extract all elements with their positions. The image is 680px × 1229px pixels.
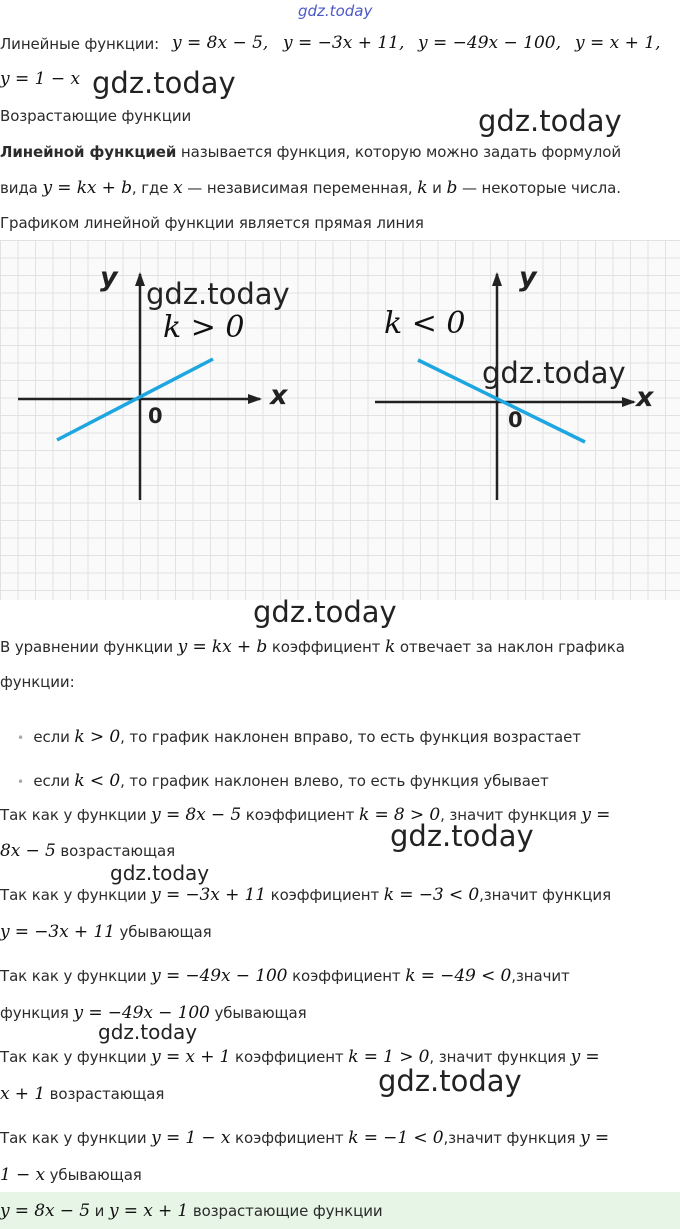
formula-general: y = kx + b (177, 637, 268, 657)
text: коэффициент (235, 1129, 344, 1147)
right-condition: k < 0 (384, 306, 466, 341)
case-5-line-1 (0, 1128, 609, 1148)
coefficient: k = −3 < 0 (383, 885, 480, 905)
bullet-item-1 (17, 727, 581, 747)
formula: x + 1 (0, 1084, 45, 1104)
text: и (432, 179, 442, 197)
formula-general: y = kx + b (42, 178, 132, 198)
watermark: gdz.today (390, 819, 534, 853)
case-2-line-2 (0, 922, 212, 942)
text: коэффициент (270, 886, 380, 904)
formula: y = −3x + 11 (0, 922, 115, 942)
coefficient: k = −49 < 0 (405, 966, 512, 986)
definition-line-1 (0, 143, 621, 161)
left-condition: k > 0 (163, 310, 245, 345)
definition-line-2 (0, 178, 621, 198)
text: коэффициент (235, 1048, 344, 1066)
text: , где (131, 179, 169, 197)
left-y-label: y (100, 262, 118, 293)
formula-2: y = −3x + 11, (283, 33, 405, 53)
watermark: gdz.today (478, 104, 622, 138)
answer-text: возрастающие функции (192, 1202, 383, 1220)
text: и (94, 1202, 105, 1220)
text: Так как у функции (0, 1129, 147, 1147)
text: — некоторые числа. (461, 179, 621, 197)
formula-4: y = x + 1, (575, 33, 661, 53)
answer (0, 1201, 383, 1221)
var-k: k (384, 637, 396, 657)
watermark: gdz.today (98, 1020, 198, 1044)
var-b: b (446, 178, 458, 198)
definition-term: Линейной функцией (0, 143, 177, 161)
formula: y = (581, 805, 611, 825)
text: Так как у функции (0, 886, 147, 904)
text: коэффициент (271, 638, 381, 656)
formula: y = −49x − 100 (73, 1003, 210, 1023)
right-x-label: x (636, 382, 654, 413)
text: если (33, 772, 70, 790)
var-x: x (173, 178, 183, 198)
result: убывающая (214, 1004, 307, 1022)
formula: y = x + 1 (151, 1047, 231, 1067)
watermark: gdz.today (253, 595, 397, 629)
graph-caption: Графиком линейной функции является прямая линия (0, 214, 424, 232)
text: ,значит (511, 967, 570, 985)
text: ,значит функция (479, 886, 611, 904)
formula-5: y = 1 − x (0, 69, 81, 89)
formula: y = x + 1 (108, 1201, 189, 1221)
functions-label: Линейные функции: (0, 35, 160, 53)
text: коэффициент (292, 967, 401, 985)
formula: y = −49x − 100 (151, 966, 288, 986)
coefficient: k = −1 < 0 (348, 1128, 444, 1148)
formula: y = (570, 1047, 600, 1067)
watermark: gdz.today (378, 1064, 522, 1098)
formula-1: y = 8x − 5, (172, 33, 269, 53)
text: , то график наклонен вправо, то есть функция возрастает (120, 728, 581, 746)
result: возрастающая (60, 842, 175, 860)
bullet-item-2 (17, 771, 549, 791)
slope-line-2: функции: (0, 673, 75, 691)
text: Так как у функции (0, 1048, 147, 1066)
result: возрастающая (49, 1085, 165, 1103)
text: вида (0, 179, 38, 197)
text: ,значит функция (443, 1129, 576, 1147)
left-origin: 0 (148, 404, 163, 428)
result: убывающая (49, 1166, 142, 1184)
result: убывающая (119, 923, 212, 941)
coefficient: k = 8 > 0 (358, 805, 441, 825)
case-5-line-2 (0, 1165, 142, 1185)
right-y-label: y (519, 262, 537, 293)
text: , значит функция (429, 1048, 566, 1066)
case-1-line-2 (0, 841, 175, 861)
case-2-line-1 (0, 885, 611, 905)
formula: y = 1 − x (151, 1128, 231, 1148)
text: если (33, 728, 70, 746)
watermark: gdz.today (110, 861, 210, 885)
coefficient: k = 1 > 0 (348, 1047, 430, 1067)
left-x-label: x (270, 380, 288, 411)
slope-line-1 (0, 637, 625, 657)
bullet-dot-icon: • (17, 731, 24, 745)
formula: y = (580, 1128, 610, 1148)
formula: 1 − x (0, 1165, 45, 1185)
condition: k > 0 (74, 727, 121, 747)
case-4-line-2 (0, 1084, 164, 1104)
watermark: gdz.today (146, 277, 290, 311)
text: Так как у функции (0, 806, 147, 824)
case-3-line-1 (0, 966, 570, 986)
condition: k < 0 (74, 771, 121, 791)
text: коэффициент (245, 806, 355, 824)
text: , то график наклонен влево, то есть функция убывает (120, 772, 549, 790)
formula: y = 8x − 5 (151, 805, 242, 825)
var-k: k (417, 178, 428, 198)
formula: y = 8x − 5 (0, 1201, 90, 1221)
formula: 8x − 5 (0, 841, 56, 861)
right-origin: 0 (508, 408, 523, 432)
formula-3: y = −49x − 100, (418, 33, 562, 53)
bullet-dot-icon: • (17, 775, 24, 789)
watermark: gdz.today (482, 356, 626, 390)
text: функция (0, 1004, 69, 1022)
text: В уравнении функции (0, 638, 173, 656)
text: Так как у функции (0, 967, 147, 985)
graphs-figure (0, 240, 680, 600)
text: отвечает за наклон графика (399, 638, 625, 656)
definition-text: называется функция, которую можно задать формулой (180, 143, 621, 161)
text: — независимая переменная, (187, 179, 413, 197)
watermark-top: gdz.today (298, 2, 373, 20)
text: , значит функция (440, 806, 577, 824)
watermark: gdz.today (92, 66, 236, 100)
heading: Возрастающие функции (0, 107, 192, 125)
formula: y = −3x + 11 (151, 885, 266, 905)
